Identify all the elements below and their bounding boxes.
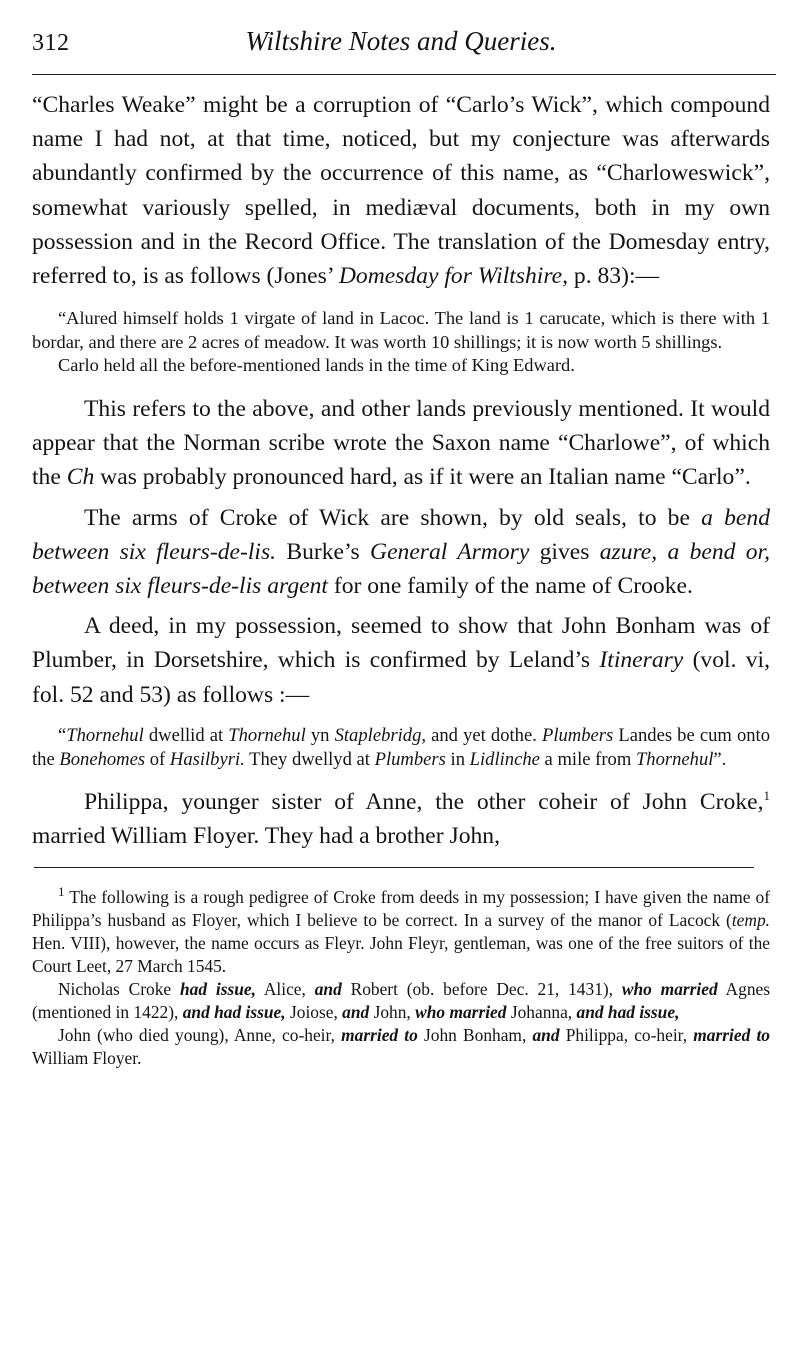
footnote-1-pedigree-1: Nicholas Croke had issue, Alice, and Robert (ob. before Dec. 21, 1431), who married Agnes (mentioned in 1422), and had issue, Joiose, and John, who married Johanna, and had issue, bbox=[32, 978, 770, 1022]
footnote-rule bbox=[34, 867, 754, 868]
footnote-1-intro: $^1$ The following is a rough pedigree of Croke from deeds in my possession; I have given the name of Philippa’s husband as Floyer, which I believe to be correct. In a survey of the manor of Lacock (temp. Hen. VIII), however, the name occurs as Fleyr. John Fleyr, gentleman, was one of the free suitors of the Court Leet, 27 March 1545. bbox=[32, 884, 770, 976]
header-rule bbox=[32, 74, 776, 75]
body-text bbox=[32, 88, 770, 853]
domesday-quote bbox=[32, 307, 770, 378]
footnote-reference: 1 bbox=[763, 787, 770, 803]
running-title: Wiltshire Notes and Queries. bbox=[245, 26, 557, 56]
paragraph-charles-weake: “Charles Weake” might be a corruption of “Carlo’s Wick”, which compound name I had not, at that time, noticed, but my conjecture was afterwards abundantly confirmed by the occurrence of this name, as “Charloweswick”, somewhat variously spelled, in mediæval documents, both in my own possession and in the Record Office. The translation of the Domesday entry, referred to, is as follows (Jones’ Domesday for Wiltshire, p. 83):— bbox=[32, 92, 770, 290]
paragraph-deed-bonham: A deed, in my possession, seemed to show that John Bonham was of Plumber, in Dorsetshire, which is confirmed by Leland’s Itinerary (vol. vi, fol. 52 and 53) as follows :— bbox=[32, 613, 771, 708]
paragraph-norman-scribe: This refers to the above, and other lands previously mentioned. It would appear that the Norman scribe wrote the Saxon name “Charlowe”, of which the Ch was probably pronounced hard, as if it were an Italian name “Carlo”. bbox=[32, 396, 770, 491]
footnotes bbox=[32, 886, 770, 1069]
page bbox=[32, 20, 770, 1069]
paragraph-philippa: Philippa, younger sister of Anne, the other coheir of John Croke,$^1$ married William Floyer. They had a brother John, bbox=[32, 787, 770, 850]
page-number: 312 bbox=[32, 30, 70, 56]
leland-quote: “Thornehul dwellid at Thornehul yn Staplebridg, and yet dothe. Plumbers Landes be cum onto the Bonehomes of Hasilbyri. They dwellyd at Plumbers in Lidlinche a mile from Thornehul”. bbox=[32, 724, 771, 771]
domesday-quote-line-1: “Alured himself holds 1 virgate of land in Lacoc. The land is 1 carucate, which is there with 1 bordar, and there are 2 acres of meadow. It was worth 10 shillings; it is now worth 5 shillings. bbox=[32, 308, 770, 352]
footnote-1-pedigree-2: John (who died young), Anne, co-heir, married to John Bonham, and Philippa, co-heir, married to William Floyer. bbox=[32, 1024, 770, 1068]
footnote-marker: 1 bbox=[58, 884, 65, 900]
domesday-quote-line-2: Carlo held all the before-mentioned lands in the time of King Edward. bbox=[58, 355, 575, 376]
page-header bbox=[32, 20, 770, 64]
paragraph-arms-of-croke: The arms of Croke of Wick are shown, by old seals, to be a bend between six fleurs-de-lis. Burke’s General Armory gives azure, a bend or, between six fleurs-de-lis argent for one family of the name of Crooke. bbox=[32, 504, 770, 600]
